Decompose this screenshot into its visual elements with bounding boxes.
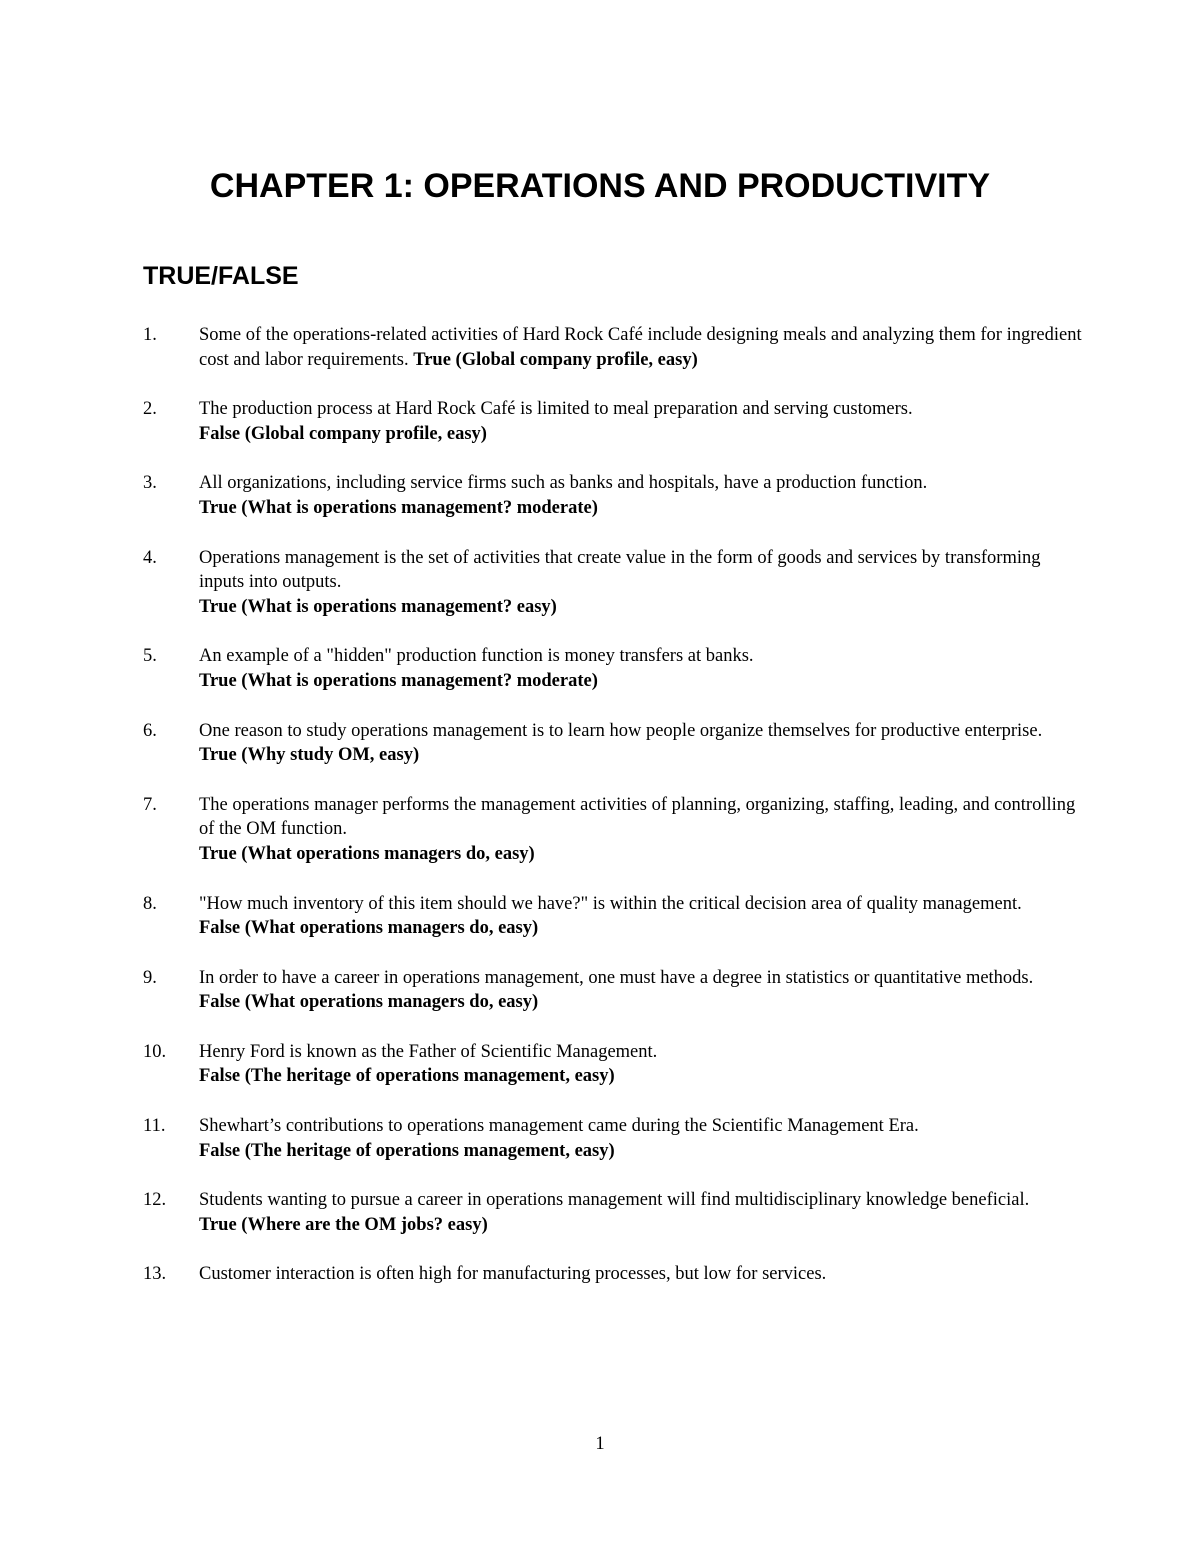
question-text: All organizations, including service firms such as banks and hospitals, have a production function. <box>199 473 928 494</box>
question-text: Some of the operations-related activities of Hard Rock Café include designing meals and analyzing them for ingredient cost and labor requirements. <box>199 325 1082 370</box>
question-number: 4. <box>143 547 157 568</box>
question-item <box>143 546 1083 620</box>
question-number: 13. <box>143 1264 167 1285</box>
question-answer: True (Why study OM, easy) <box>199 745 420 766</box>
question-item <box>143 644 1083 693</box>
question-answer: True (Where are the OM jobs? easy) <box>199 1214 488 1235</box>
question-number: 1. <box>143 325 157 345</box>
question-text: Henry Ford is known as the Father of Scientific Management. <box>199 1041 658 1062</box>
question-item <box>143 966 1083 1015</box>
question-item <box>143 793 1083 867</box>
question-number: 3. <box>143 473 157 494</box>
question-text: Students wanting to pursue a career in operations management will find multidisciplinary knowledge beneficial. <box>199 1190 1030 1211</box>
question-answer: True (Global company profile, easy) <box>413 349 698 370</box>
page-number: 1 <box>595 1434 605 1454</box>
question-list <box>143 323 1083 1312</box>
question-answer: False (What operations managers do, easy) <box>199 918 539 939</box>
question-number: 7. <box>143 794 157 815</box>
question-text: Customer interaction is often high for manufacturing processes, but low for services. <box>199 1264 827 1285</box>
question-text: The operations manager performs the management activities of planning, organizing, staffing, leading, and controlling of the OM function. <box>199 794 1076 840</box>
section-title: TRUE/FALSE <box>143 262 299 290</box>
question-item <box>143 397 1083 446</box>
question-number: 10. <box>143 1041 167 1062</box>
question-number: 6. <box>143 720 157 741</box>
question-item <box>143 1262 1083 1287</box>
question-text: In order to have a career in operations management, one must have a degree in statistics or quantitative methods. <box>199 967 1034 988</box>
question-item <box>143 719 1083 768</box>
question-item <box>143 323 1083 372</box>
question-number: 8. <box>143 893 157 914</box>
question-item <box>143 892 1083 941</box>
question-answer: False (What operations managers do, easy) <box>199 992 539 1013</box>
question-answer: True (What operations managers do, easy) <box>199 843 535 864</box>
question-answer: True (What is operations management? moderate) <box>199 497 598 518</box>
question-number: 12. <box>143 1190 167 1211</box>
question-item <box>143 1040 1083 1089</box>
question-answer: False (The heritage of operations management, easy) <box>199 1066 615 1087</box>
chapter-title: CHAPTER 1: OPERATIONS AND PRODUCTIVITY <box>209 167 991 205</box>
question-text: An example of a "hidden" production function is money transfers at banks. <box>199 646 754 667</box>
question-item <box>143 471 1083 520</box>
question-number: 9. <box>143 967 157 988</box>
question-text: One reason to study operations management is to learn how people organize themselves for productive enterprise. <box>199 720 1043 741</box>
question-text: The production process at Hard Rock Café is limited to meal preparation and serving customers. <box>199 399 913 420</box>
question-answer: True (What is operations management? easy) <box>199 596 557 617</box>
question-text: Shewhart’s contributions to operations management came during the Scientific Management Era. <box>199 1116 919 1137</box>
question-item <box>143 1114 1083 1163</box>
question-answer: True (What is operations management? moderate) <box>199 670 598 691</box>
question-answer: False (Global company profile, easy) <box>199 423 487 444</box>
question-number: 5. <box>143 646 157 667</box>
question-item <box>143 1188 1083 1237</box>
question-number: 2. <box>143 399 157 420</box>
question-number: 11. <box>143 1116 166 1137</box>
question-answer: False (The heritage of operations management, easy) <box>199 1140 615 1161</box>
question-text: "How much inventory of this item should we have?" is within the critical decision area of quality management. <box>199 893 1022 914</box>
question-text: Operations management is the set of activities that create value in the form of goods and services by transforming inputs into outputs. <box>199 547 1041 593</box>
